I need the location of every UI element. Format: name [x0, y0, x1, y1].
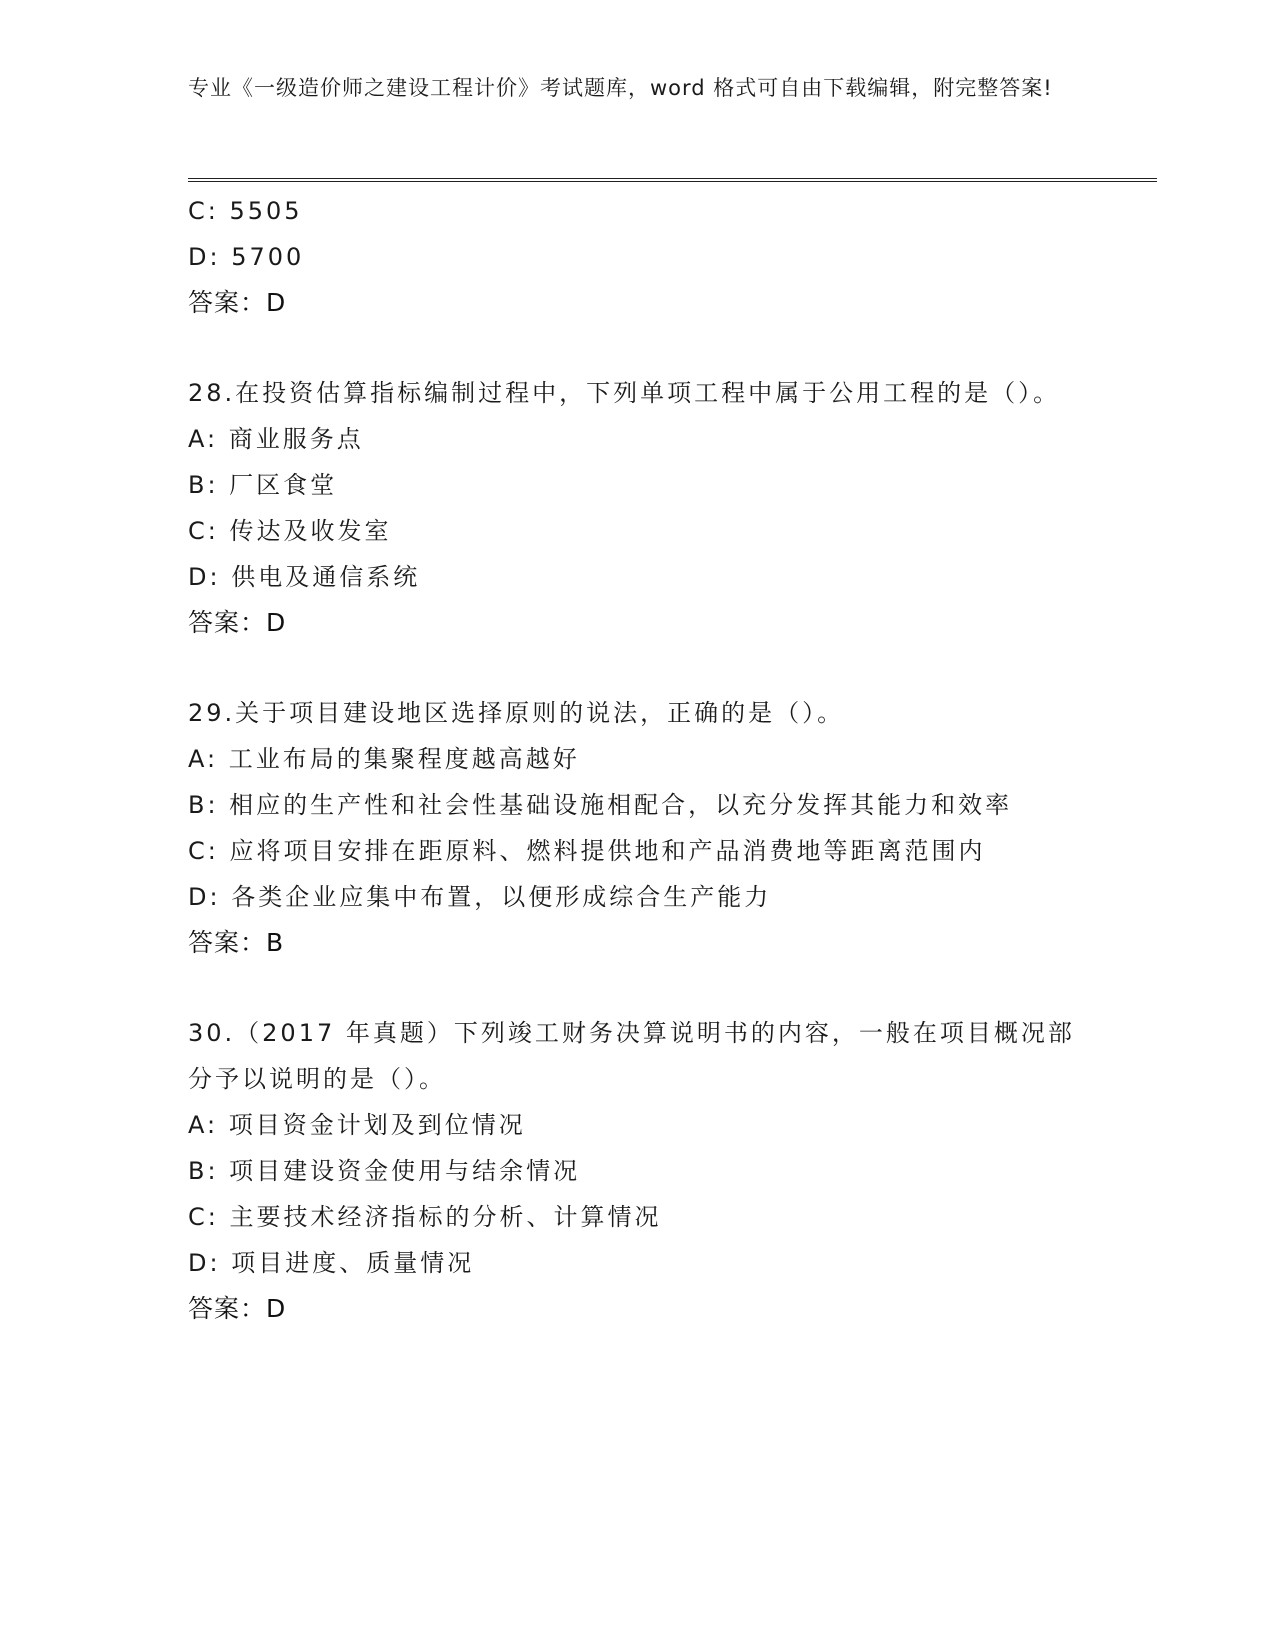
option-b: B: 项目建设资金使用与结余情况: [188, 1157, 581, 1185]
question-spacer: [188, 646, 1088, 690]
option-d: D: 5700: [188, 243, 305, 271]
option-b: B: 厂区食堂: [188, 471, 338, 499]
page-header: 专业《一级造价师之建设工程计价》考试题库，word 格式可自由下载编辑，附完整答案!: [188, 76, 1053, 100]
option-b: B: 相应的生产性和社会性基础设施相配合，以充分发挥其能力和效率: [188, 791, 1013, 819]
question-spacer: [188, 966, 1088, 1010]
option-c: C: 传达及收发室: [188, 517, 392, 545]
answer-label: 答案：D: [188, 1294, 287, 1323]
question-29: [188, 690, 1088, 966]
option-c: C: 应将项目安排在距原料、燃料提供地和产品消费地等距离范围内: [188, 837, 986, 865]
header-divider: [188, 178, 1157, 182]
question-stem: 28.在投资估算指标编制过程中，下列单项工程中属于公用工程的是（）。: [188, 379, 1061, 407]
question-30: [188, 1010, 1088, 1332]
option-a: A: 工业布局的集聚程度越高越好: [188, 745, 580, 773]
answer-label: 答案：D: [188, 288, 287, 317]
question-stem: 29.关于项目建设地区选择原则的说法，正确的是（）。: [188, 699, 845, 727]
option-d: D: 项目进度、质量情况: [188, 1249, 475, 1277]
answer-label: 答案：B: [188, 928, 285, 957]
option-a: A: 商业服务点: [188, 425, 364, 453]
option-c: C: 主要技术经济指标的分析、计算情况: [188, 1203, 662, 1231]
question-28: [188, 370, 1088, 646]
option-c: C: 5505: [188, 197, 303, 225]
answer-label: 答案：D: [188, 608, 287, 637]
question-spacer: [188, 326, 1088, 370]
question-content: [188, 188, 1088, 1332]
question-stem: 30.（2017 年真题）下列竣工财务决算说明书的内容，一般在项目概况部分予以说明的是（）。: [188, 1019, 1075, 1093]
option-d: D: 各类企业应集中布置，以便形成综合生产能力: [188, 883, 772, 911]
option-d: D: 供电及通信系统: [188, 563, 421, 591]
previous-question-tail: [188, 188, 1088, 326]
option-a: A: 项目资金计划及到位情况: [188, 1111, 526, 1139]
